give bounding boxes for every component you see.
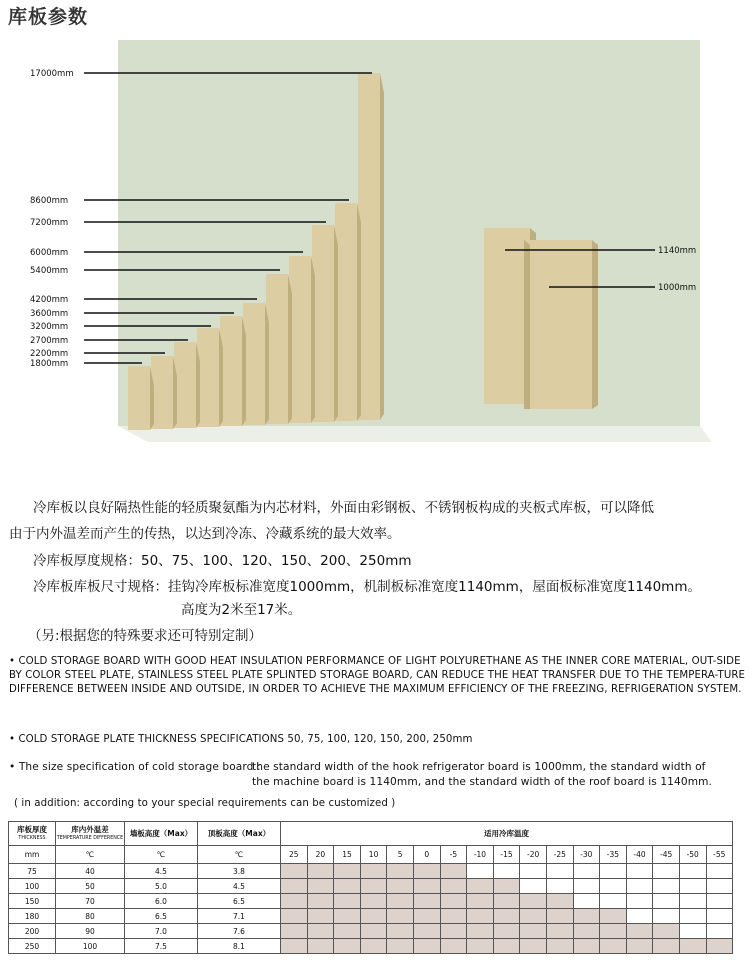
temp-applicability-cell bbox=[626, 879, 653, 894]
header-thickness bbox=[9, 822, 56, 846]
temp-header-cell: -55 bbox=[706, 846, 733, 864]
temp-header-cell: -5 bbox=[440, 846, 467, 864]
temp-header-cell: 5 bbox=[387, 846, 414, 864]
temp-diff-cell: 40 bbox=[56, 864, 125, 879]
temp-applicability-cell bbox=[467, 879, 494, 894]
table-row bbox=[9, 864, 733, 879]
wall-height-cell: 6.5 bbox=[125, 909, 198, 924]
temp-applicability-cell bbox=[653, 864, 680, 879]
temp-applicability-cell bbox=[706, 909, 733, 924]
temp-applicability-cell bbox=[440, 894, 467, 909]
table-unit-row bbox=[9, 846, 733, 864]
temp-applicability-cell bbox=[493, 909, 520, 924]
temp-applicability-cell bbox=[281, 939, 308, 954]
cn-custom-note: （另:根据您的特殊要求还可特别定制） bbox=[28, 628, 263, 644]
width-panel-1000 bbox=[524, 240, 592, 409]
thickness-cell: 180 bbox=[9, 909, 56, 924]
temp-header-cell: -10 bbox=[467, 846, 494, 864]
roof-height-cell: 3.8 bbox=[198, 864, 281, 879]
wall-height-cell: 7.5 bbox=[125, 939, 198, 954]
temp-applicability-cell bbox=[626, 864, 653, 879]
temp-applicability-cell bbox=[679, 909, 706, 924]
temp-applicability-cell bbox=[493, 924, 520, 939]
wall-panel-side bbox=[357, 203, 361, 421]
en-size-spec-line2: the machine board is 1140mm, and the standard width of the roof board is 1140mm. bbox=[252, 776, 713, 788]
temp-applicability-cell bbox=[573, 879, 600, 894]
temp-applicability-cell bbox=[334, 924, 361, 939]
temp-applicability-cell bbox=[600, 909, 627, 924]
temp-header-cell: -50 bbox=[679, 846, 706, 864]
temp-applicability-cell bbox=[413, 864, 440, 879]
temp-applicability-cell bbox=[334, 864, 361, 879]
temp-diff-cell: 80 bbox=[56, 909, 125, 924]
temp-applicability-cell bbox=[706, 894, 733, 909]
wall-panel-side bbox=[380, 73, 384, 420]
wall-panel bbox=[174, 342, 196, 428]
cn-thickness-spec: 冷库板厚度规格：50、75、100、120、150、200、250mm bbox=[33, 553, 412, 569]
wall-panel bbox=[220, 316, 242, 426]
temp-applicability-cell bbox=[413, 939, 440, 954]
height-label: 8600mm bbox=[30, 196, 69, 206]
wall-panel-side bbox=[288, 274, 292, 424]
temp-applicability-cell bbox=[653, 894, 680, 909]
figure-floor bbox=[118, 426, 712, 442]
roof-height-cell: 8.1 bbox=[198, 939, 281, 954]
temp-applicability-cell bbox=[493, 939, 520, 954]
temp-applicability-cell bbox=[360, 894, 387, 909]
height-label: 17000mm bbox=[30, 69, 74, 79]
temp-applicability-cell bbox=[546, 864, 573, 879]
panel-height-figure bbox=[0, 40, 755, 470]
temp-applicability-cell bbox=[440, 864, 467, 879]
temp-applicability-cell bbox=[334, 879, 361, 894]
temp-applicability-cell bbox=[334, 939, 361, 954]
temp-applicability-cell bbox=[573, 924, 600, 939]
temp-applicability-cell bbox=[600, 894, 627, 909]
temp-applicability-cell bbox=[706, 864, 733, 879]
temp-applicability-cell bbox=[281, 894, 308, 909]
header-thickness-sub: THICKNESS bbox=[18, 836, 46, 841]
height-label: 7200mm bbox=[30, 218, 69, 228]
wall-panel bbox=[151, 356, 173, 429]
temp-applicability-cell bbox=[360, 864, 387, 879]
temp-applicability-cell bbox=[600, 924, 627, 939]
en-size-spec-lead: • The size specification of cold storage board : bbox=[9, 761, 261, 773]
wall-height-cell: 4.5 bbox=[125, 864, 198, 879]
temp-applicability-cell bbox=[679, 939, 706, 954]
temp-applicability-cell bbox=[413, 894, 440, 909]
temp-applicability-cell bbox=[440, 939, 467, 954]
wall-panel-side bbox=[311, 256, 315, 423]
temp-applicability-cell bbox=[600, 864, 627, 879]
wall-panel bbox=[289, 256, 311, 423]
temp-applicability-cell bbox=[520, 909, 547, 924]
width-panel-1140 bbox=[484, 228, 530, 404]
wall-panel bbox=[197, 328, 219, 427]
wall-panel bbox=[128, 366, 150, 430]
temp-applicability-cell bbox=[520, 879, 547, 894]
temp-applicability-cell bbox=[360, 879, 387, 894]
header-wall-height bbox=[125, 822, 198, 846]
temp-applicability-cell bbox=[387, 924, 414, 939]
temp-applicability-cell bbox=[626, 909, 653, 924]
temp-applicability-cell bbox=[546, 939, 573, 954]
temp-applicability-cell bbox=[387, 879, 414, 894]
temp-applicability-cell bbox=[307, 909, 334, 924]
thickness-cell: 150 bbox=[9, 894, 56, 909]
temp-applicability-cell bbox=[467, 864, 494, 879]
temp-applicability-cell bbox=[706, 924, 733, 939]
temp-applicability-cell bbox=[307, 939, 334, 954]
wall-panel-side bbox=[265, 303, 269, 425]
temp-applicability-cell bbox=[467, 909, 494, 924]
roof-height-cell: 7.6 bbox=[198, 924, 281, 939]
unit-cell: ℃ bbox=[125, 846, 198, 864]
temp-applicability-cell bbox=[573, 939, 600, 954]
temp-header-cell: 20 bbox=[307, 846, 334, 864]
temp-applicability-cell bbox=[546, 924, 573, 939]
temp-applicability-cell bbox=[387, 864, 414, 879]
temp-applicability-cell bbox=[360, 939, 387, 954]
temp-applicability-cell bbox=[520, 939, 547, 954]
roof-height-cell: 6.5 bbox=[198, 894, 281, 909]
temp-applicability-cell bbox=[679, 894, 706, 909]
unit-cell: mm bbox=[9, 846, 56, 864]
height-label: 3200mm bbox=[30, 322, 69, 332]
temp-header-cell: -30 bbox=[573, 846, 600, 864]
temp-applicability-cell bbox=[440, 924, 467, 939]
temp-applicability-cell bbox=[653, 879, 680, 894]
thickness-cell: 100 bbox=[9, 879, 56, 894]
temp-diff-cell: 50 bbox=[56, 879, 125, 894]
temp-applicability-cell bbox=[573, 909, 600, 924]
height-label: 5400mm bbox=[30, 266, 69, 276]
temp-applicability-cell bbox=[679, 924, 706, 939]
temp-applicability-cell bbox=[520, 924, 547, 939]
temp-applicability-cell bbox=[679, 864, 706, 879]
temp-applicability-cell bbox=[440, 909, 467, 924]
height-label: 1800mm bbox=[30, 359, 69, 369]
temp-applicability-cell bbox=[493, 894, 520, 909]
temp-applicability-cell bbox=[281, 924, 308, 939]
temp-applicability-cell bbox=[546, 879, 573, 894]
temp-header-cell: -25 bbox=[546, 846, 573, 864]
en-size-spec-line1: the standard width of the hook refrigerator board is 1000mm, the standard width of bbox=[252, 761, 706, 773]
height-label: 4200mm bbox=[30, 295, 69, 305]
temp-applicability-cell bbox=[573, 864, 600, 879]
temp-applicability-cell bbox=[334, 909, 361, 924]
temp-applicability-cell bbox=[600, 879, 627, 894]
table-header-row bbox=[9, 822, 733, 846]
temp-applicability-cell bbox=[387, 909, 414, 924]
width-panel-1000-side bbox=[592, 240, 598, 409]
temp-applicability-cell bbox=[387, 939, 414, 954]
temp-applicability-cell bbox=[493, 879, 520, 894]
cn-description-line1: 冷库板以良好隔热性能的轻质聚氨酯为内芯材料，外面由彩钢板、不锈钢板构成的夹板式库板，可以降低 bbox=[33, 500, 654, 516]
en-description: • COLD STORAGE BOARD WITH GOOD HEAT INSULATION PERFORMANCE OF LIGHT POLYURETHANE AS THE INNER CORE MATERIAL, OUT-SIDE BY COLOR STEEL PLATE, STAINLESS STEEL PLATE SPLINTED STORAGE BOARD, CAN REDUCE THE HEAT TRANSFER DUE TO THE TEMPERA-TURE DIFFERENCE BETWEEN INSIDE AND OUTSIDE, IN ORDER TO ACHIEVE THE MAXIMUM EFFICIENCY OF THE FREEZING, REFRIGERATION SYSTEM. bbox=[9, 656, 746, 695]
width-label-1140: 1140mm bbox=[658, 246, 697, 256]
unit-cell: ℃ bbox=[198, 846, 281, 864]
temp-applicability-cell bbox=[467, 939, 494, 954]
temp-applicability-cell bbox=[706, 939, 733, 954]
roof-height-cell: 4.5 bbox=[198, 879, 281, 894]
height-label: 2700mm bbox=[30, 336, 69, 346]
temp-applicability-cell bbox=[307, 864, 334, 879]
temp-applicability-cell bbox=[413, 879, 440, 894]
temp-applicability-cell bbox=[706, 879, 733, 894]
thickness-cell: 250 bbox=[9, 939, 56, 954]
wall-panel bbox=[243, 303, 265, 425]
temp-applicability-cell bbox=[281, 909, 308, 924]
table-row bbox=[9, 939, 733, 954]
temp-applicability-cell bbox=[413, 924, 440, 939]
header-temp-diff-sub: TEMPERATURE DIFFERENCE bbox=[56, 836, 124, 841]
height-label: 6000mm bbox=[30, 248, 69, 258]
cn-description-line2: 由于内外温差而产生的传热，以达到冷冻、冷藏系统的最大效率。 bbox=[9, 526, 401, 542]
header-wall-height-main: 墙板高度（Max） bbox=[129, 828, 193, 838]
wall-height-cell: 5.0 bbox=[125, 879, 198, 894]
wall-panel-side bbox=[334, 225, 338, 422]
table-row bbox=[9, 879, 733, 894]
temp-applicability-cell bbox=[626, 939, 653, 954]
temp-applicability-cell bbox=[334, 894, 361, 909]
temp-applicability-cell bbox=[520, 894, 547, 909]
width-panels bbox=[484, 228, 598, 409]
header-applicable-temp-label: 适用冷库温度 bbox=[484, 828, 530, 838]
temp-header-cell: 15 bbox=[334, 846, 361, 864]
wall-panel bbox=[266, 274, 288, 424]
wall-panel bbox=[335, 203, 357, 421]
temp-applicability-cell bbox=[413, 909, 440, 924]
temp-applicability-cell bbox=[360, 924, 387, 939]
header-temp-diff bbox=[56, 822, 125, 846]
table-row bbox=[9, 909, 733, 924]
wall-height-cell: 7.0 bbox=[125, 924, 198, 939]
thickness-cell: 75 bbox=[9, 864, 56, 879]
thickness-cell: 200 bbox=[9, 924, 56, 939]
temp-header-cell: -20 bbox=[520, 846, 547, 864]
wall-panel bbox=[358, 73, 380, 420]
temp-header-cell: -40 bbox=[626, 846, 653, 864]
temp-applicability-cell bbox=[546, 894, 573, 909]
temp-applicability-cell bbox=[653, 939, 680, 954]
header-roof-height bbox=[198, 822, 281, 846]
temp-applicability-cell bbox=[307, 879, 334, 894]
table-body bbox=[9, 864, 733, 954]
header-roof-height-main: 顶板高度（Max） bbox=[207, 828, 271, 838]
temp-applicability-cell bbox=[653, 909, 680, 924]
temp-diff-cell: 100 bbox=[56, 939, 125, 954]
height-label: 2200mm bbox=[30, 349, 69, 359]
temp-header-cell: 25 bbox=[281, 846, 308, 864]
page-title: 库板参数 bbox=[8, 6, 89, 28]
spec-table bbox=[8, 821, 733, 954]
width-label-1000: 1000mm bbox=[658, 283, 697, 293]
temp-header-cell: -35 bbox=[600, 846, 627, 864]
temp-applicability-cell bbox=[520, 864, 547, 879]
temp-diff-cell: 70 bbox=[56, 894, 125, 909]
header-temp-diff-main: 库内外温差 bbox=[71, 825, 109, 834]
width-panel-1000-edge bbox=[524, 240, 530, 409]
temp-applicability-cell bbox=[307, 924, 334, 939]
temp-applicability-cell bbox=[546, 909, 573, 924]
table-row bbox=[9, 924, 733, 939]
temp-header-cell: -15 bbox=[493, 846, 520, 864]
temp-applicability-cell bbox=[653, 924, 680, 939]
temp-applicability-cell bbox=[573, 894, 600, 909]
temp-applicability-cell bbox=[626, 924, 653, 939]
wall-panel bbox=[312, 225, 334, 422]
roof-height-cell: 7.1 bbox=[198, 909, 281, 924]
unit-cell: ℃ bbox=[56, 846, 125, 864]
temp-applicability-cell bbox=[626, 894, 653, 909]
temp-applicability-cell bbox=[679, 879, 706, 894]
temp-applicability-cell bbox=[467, 924, 494, 939]
cn-size-spec-line2: 高度为2米至17米。 bbox=[181, 602, 302, 618]
en-thickness-spec: • COLD STORAGE PLATE THICKNESS SPECIFICATIONS 50, 75, 100, 120, 150, 200, 250mm bbox=[9, 734, 473, 745]
temp-header-cell: -45 bbox=[653, 846, 680, 864]
temp-applicability-cell bbox=[360, 909, 387, 924]
temp-applicability-cell bbox=[600, 939, 627, 954]
temp-applicability-cell bbox=[493, 864, 520, 879]
header-applicable-temp bbox=[281, 822, 733, 846]
wall-height-cell: 6.0 bbox=[125, 894, 198, 909]
temp-header-cell: 10 bbox=[360, 846, 387, 864]
cn-size-spec-line1: 冷库板库板尺寸规格：挂钩冷库板标准宽度1000mm，机制板标准宽度1140mm，屋面板标准宽度1140mm。 bbox=[33, 579, 701, 595]
temp-diff-cell: 90 bbox=[56, 924, 125, 939]
temp-applicability-cell bbox=[281, 864, 308, 879]
temp-applicability-cell bbox=[440, 879, 467, 894]
temp-applicability-cell bbox=[467, 894, 494, 909]
temp-applicability-cell bbox=[387, 894, 414, 909]
temp-applicability-cell bbox=[281, 879, 308, 894]
table-row bbox=[9, 894, 733, 909]
header-thickness-main: 库板厚度 bbox=[17, 825, 47, 834]
height-label: 3600mm bbox=[30, 309, 69, 319]
en-custom-note: ( in addition: according to your special requirements can be customized ) bbox=[14, 798, 396, 809]
temp-applicability-cell bbox=[307, 894, 334, 909]
temp-header-cell: 0 bbox=[413, 846, 440, 864]
